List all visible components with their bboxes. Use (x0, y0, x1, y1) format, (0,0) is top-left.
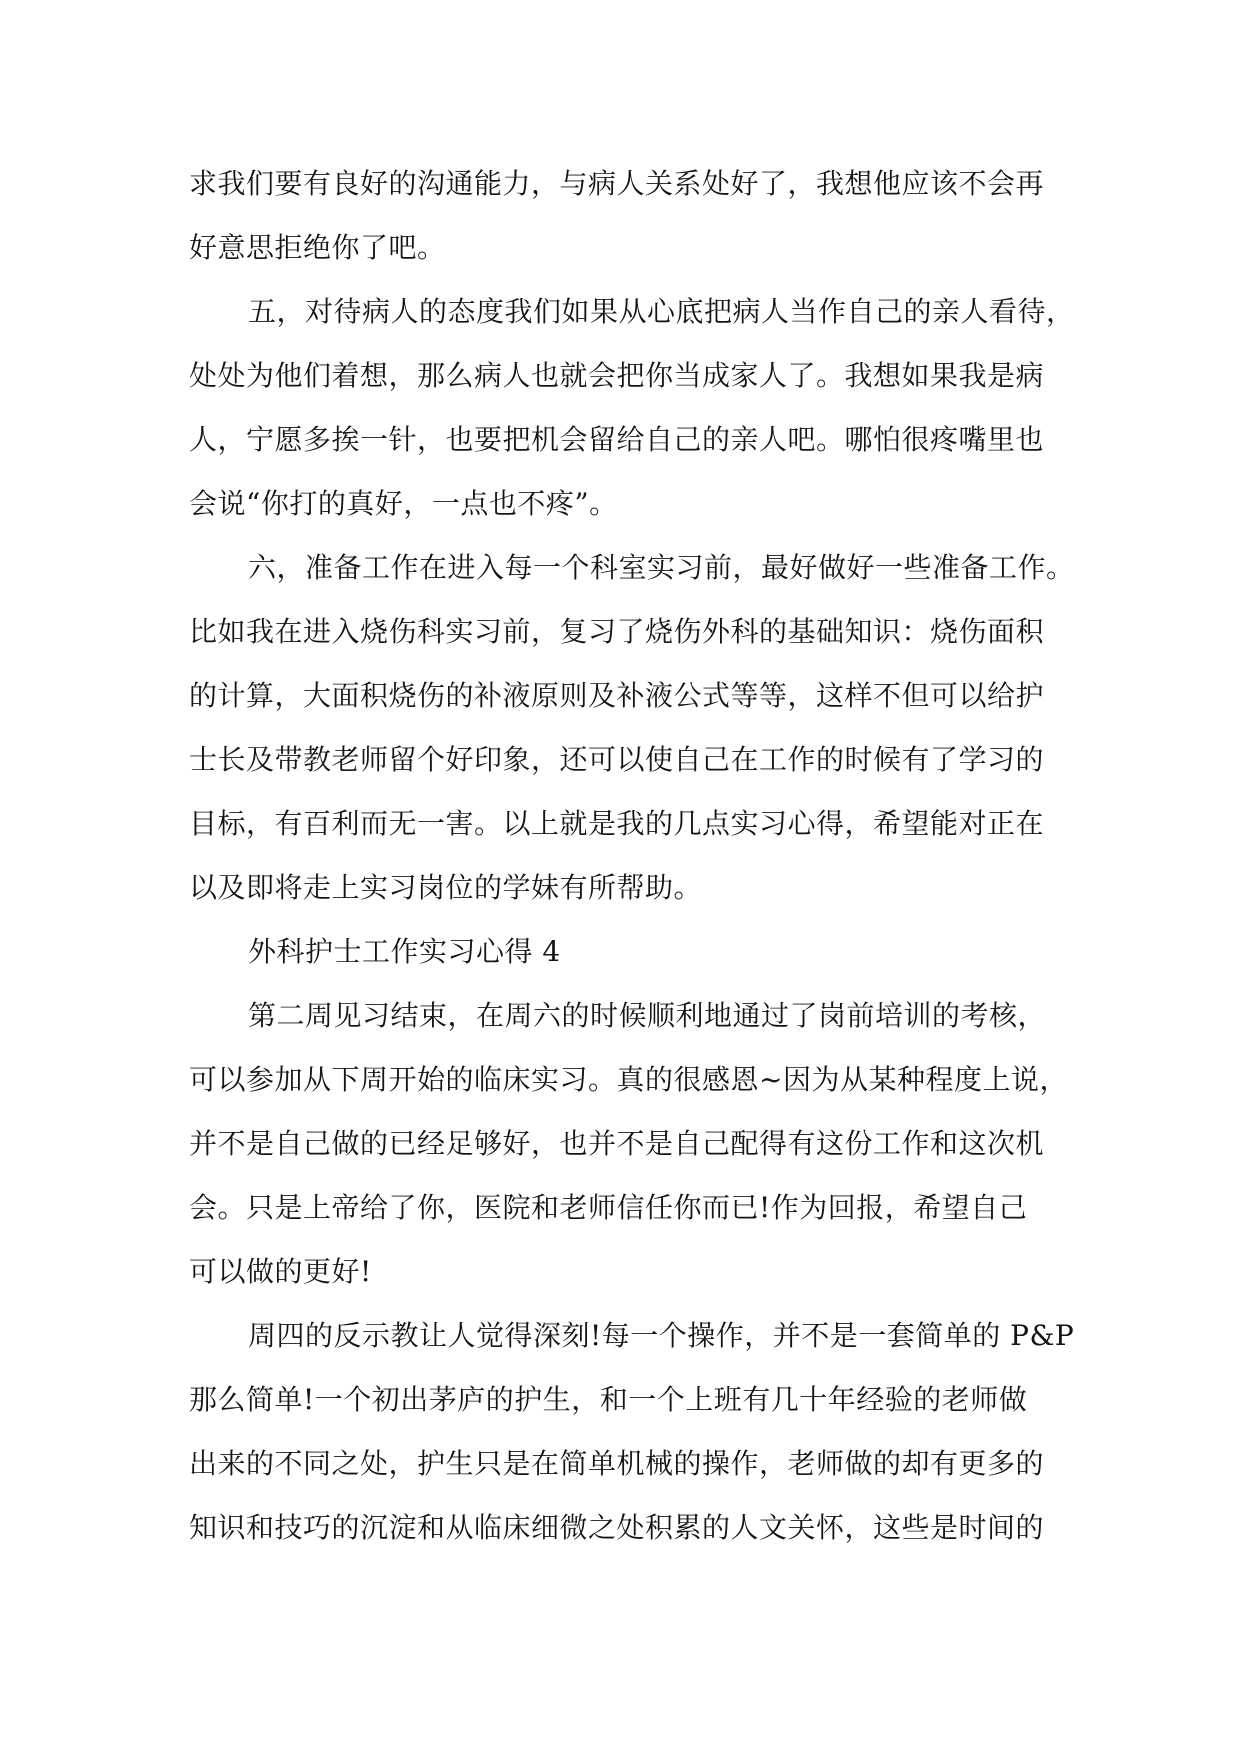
article-subtitle: 外科护士工作实习心得 4 (248, 935, 561, 968)
paragraph-line: 出来的不同之处，护生只是在简单机械的操作，老师做的却有更多的 (189, 1447, 1045, 1480)
paragraph-line: 以及即将走上实习岗位的学妹有所帮助。 (189, 871, 703, 904)
section-five-heading-line: 五，对待病人的态度我们如果从心底把病人当作自己的亲人看待， (248, 295, 1075, 328)
paragraph-line: 知识和技巧的沉淀和从临床细微之处积累的人文关怀，这些是时间的 (189, 1511, 1045, 1544)
paragraph-line: 人，宁愿多挨一针，也要把机会留给自己的亲人吧。哪怕很疼嘴里也 (189, 423, 1045, 456)
paragraph-line: 会说“你打的真好，一点也不疼”。 (189, 487, 618, 520)
paragraph-line: 的计算，大面积烧伤的补液原则及补液公式等等，这样不但可以给护 (189, 679, 1045, 712)
paragraph-line: 那么简单!一个初出茅庐的护生，和一个上班有几十年经验的老师做 (189, 1383, 1028, 1416)
paragraph-line: 比如我在进入烧伤科实习前，复习了烧伤外科的基础知识：烧伤面积 (189, 615, 1045, 648)
section-six-heading-line: 六，准备工作在进入每一个科室实习前，最好做好一些准备工作。 (248, 551, 1075, 584)
paragraph-line: 求我们要有良好的沟通能力，与病人关系处好了，我想他应该不会再 (189, 167, 1045, 200)
paragraph-line: 处处为他们着想，那么病人也就会把你当成家人了。我想如果我是病 (189, 359, 1045, 392)
paragraph-line: 目标，有百利而无一害。以上就是我的几点实习心得，希望能对正在 (189, 807, 1045, 840)
paragraph-line: 周四的反示教让人觉得深刻!每一个操作，并不是一套简单的 P&P (248, 1319, 1075, 1352)
paragraph-line: 第二周见习结束，在周六的时候顺利地通过了岗前培训的考核， (248, 999, 1047, 1032)
paragraph-line: 可以做的更好! (189, 1255, 372, 1288)
paragraph-line: 可以参加从下周开始的临床实习。真的很感恩~因为从某种程度上说， (189, 1063, 1068, 1096)
paragraph-line: 好意思拒绝你了吧。 (189, 231, 446, 264)
paragraph-line: 并不是自己做的已经足够好，也并不是自己配得有这份工作和这次机 (189, 1127, 1045, 1160)
paragraph-line: 士长及带教老师留个好印象，还可以使自己在工作的时候有了学习的 (189, 743, 1045, 776)
paragraph-line: 会。只是上帝给了你，医院和老师信任你而已!作为回报，希望自己 (189, 1191, 1028, 1224)
